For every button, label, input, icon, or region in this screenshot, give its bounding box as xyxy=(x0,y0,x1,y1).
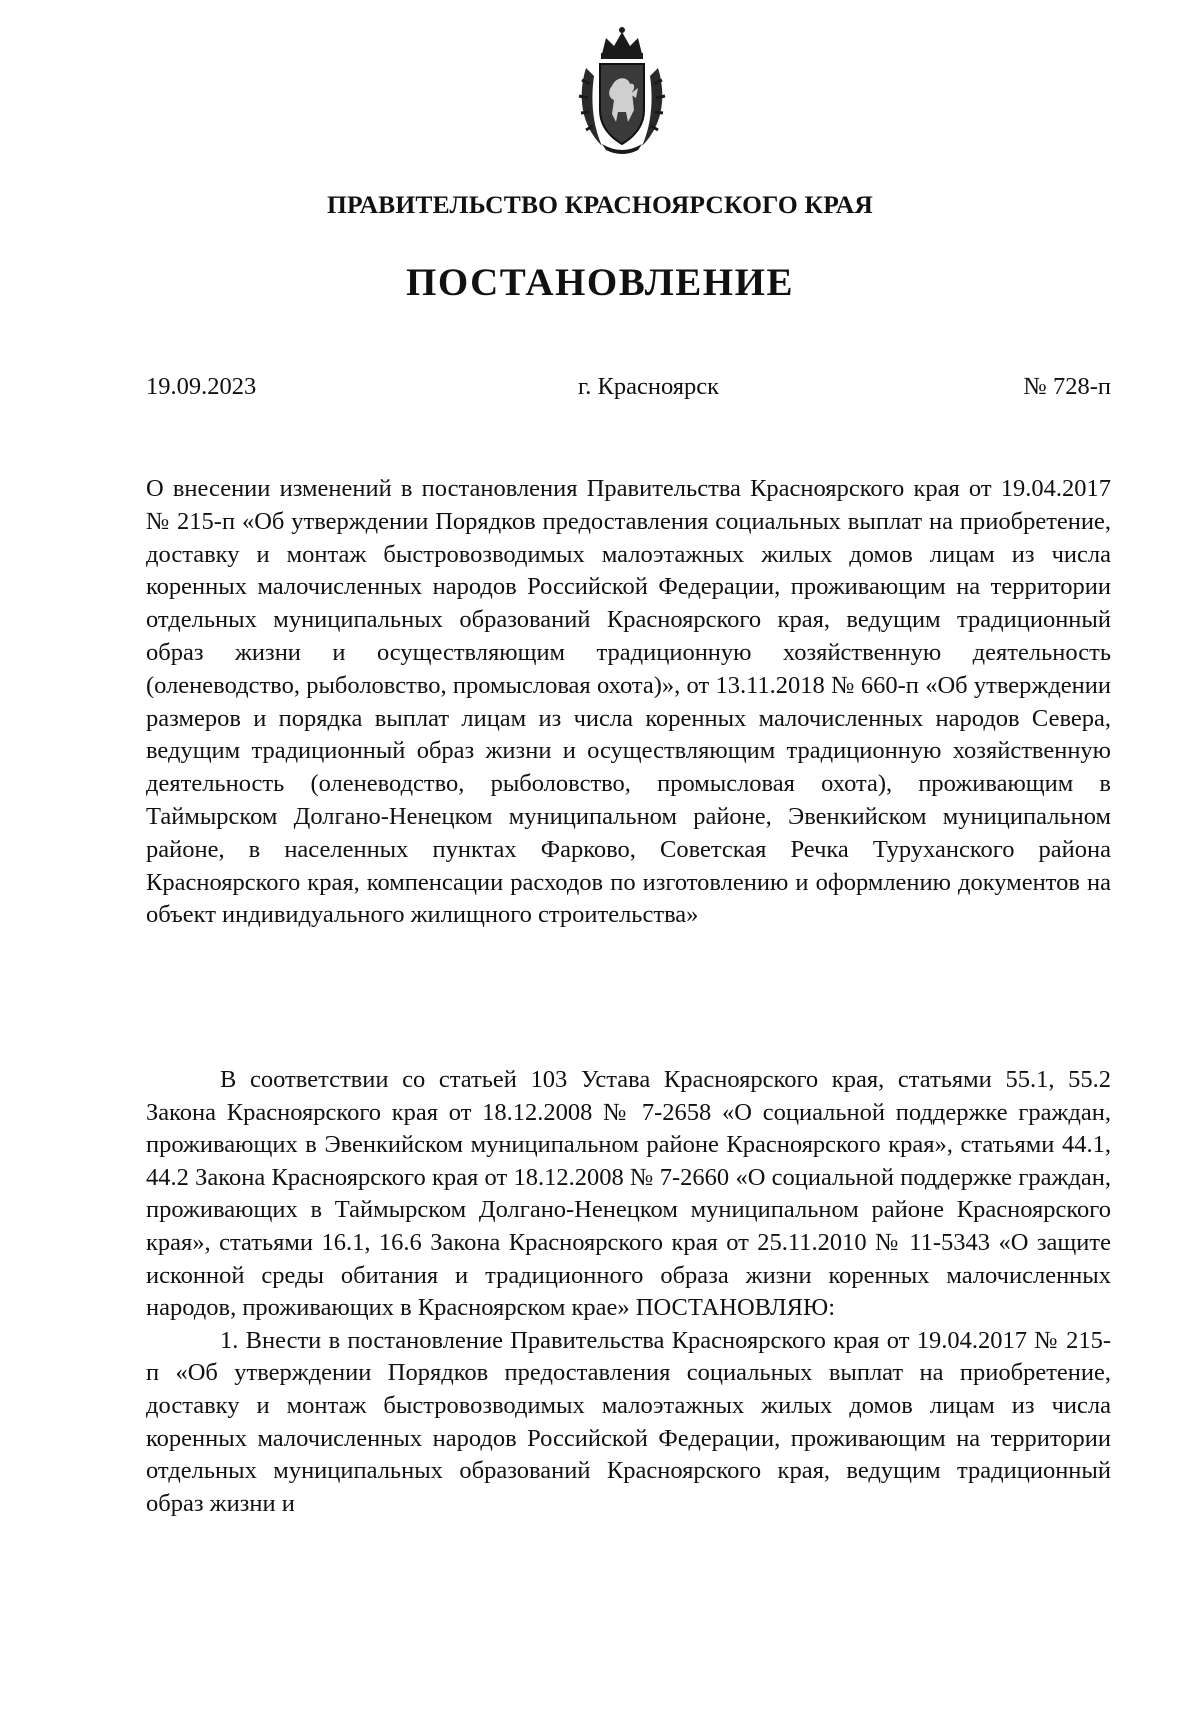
item-1-paragraph: 1. Внести в постановление Правительства Красноярского края от 19.04.2017 № 215-п «Об утверждении Порядков предоставления социальных выплат на приобретение, доставку и монтаж быстровозводимых малоэтажных жилых домов лицам из числа коренных малочисленных народов Российской Федерации, проживающим на территории отдельных муниципальных образований Красноярского края, ведущим традиционный образ жизни и xyxy=(146,1326,1111,1517)
document-title: О внесении изменений в постановления Правительства Красноярского края от 19.04.2017 № 215-п «Об утверждении Порядков предоставления социальных выплат на приобретение, доставку и монтаж быстровозводимых малоэтажных жилых домов лицам из числа коренных малочисленных народов Российской Федерации, проживающим на территории отдельных муниципальных образований Красноярского края, ведущим традиционный образ жизни и осуществляющим традиционную хозяйственную деятельность (оленеводство, рыболовство, промысловая охота)», от 13.11.2018 № 660-п «Об утверждении размеров и порядка выплат лицам из числа коренных малочисленных народов Севера, ведущим традиционный образ жизни и осуществляющим традиционную хозяйственную деятельность (оленеводство, рыболовство, промысловая охота), проживающим в Таймырском Долгано-Ненецком муниципальном районе, Эвенкийском муниципальном районе, в населенных пунктах Фарково, Советская Речка Туруханского района Красноярского края, компенсации расходов по изготовлению и оформлению документов на объект индивидуального жилищного строительства» xyxy=(146,475,1111,929)
document-type: ПОСТАНОВЛЕНИЕ xyxy=(405,261,794,304)
preamble-paragraph: В соответствии со статьей 103 Устава Красноярского края, статьями 55.1, 55.2 Закона Красноярского края от 18.12.2008 № 7-2658 «О социальной поддержке граждан, проживающих в Эвенкийском муниципальном районе Красноярского края», статьями 44.1, 44.2 Закона Красноярского края от 18.12.2008 № 7-2660 «О социальной поддержке граждан, проживающих в Таймырском Долгано-Ненецком муниципальном районе Красноярского края», статьями 16.1, 16.6 Закона Красноярского края от 25.11.2010 № 11-5343 «О защите исконной среды обитания и традиционного образа жизни коренных малочисленных народов, проживающих в Красноярском крае» ПОСТАНОВЛЯЮ: xyxy=(146,1066,1111,1322)
coat-of-arms-icon xyxy=(572,24,672,156)
document-meta-row xyxy=(146,373,1111,407)
document-date: 19.09.2023 xyxy=(146,373,257,400)
document-body xyxy=(146,1064,1111,1520)
organization-name: ПРАВИТЕЛЬСТВО КРАСНОЯРСКОГО КРАЯ xyxy=(327,190,873,219)
document-number: № 728-п xyxy=(1023,373,1111,400)
document-place: г. Красноярск xyxy=(577,373,720,400)
